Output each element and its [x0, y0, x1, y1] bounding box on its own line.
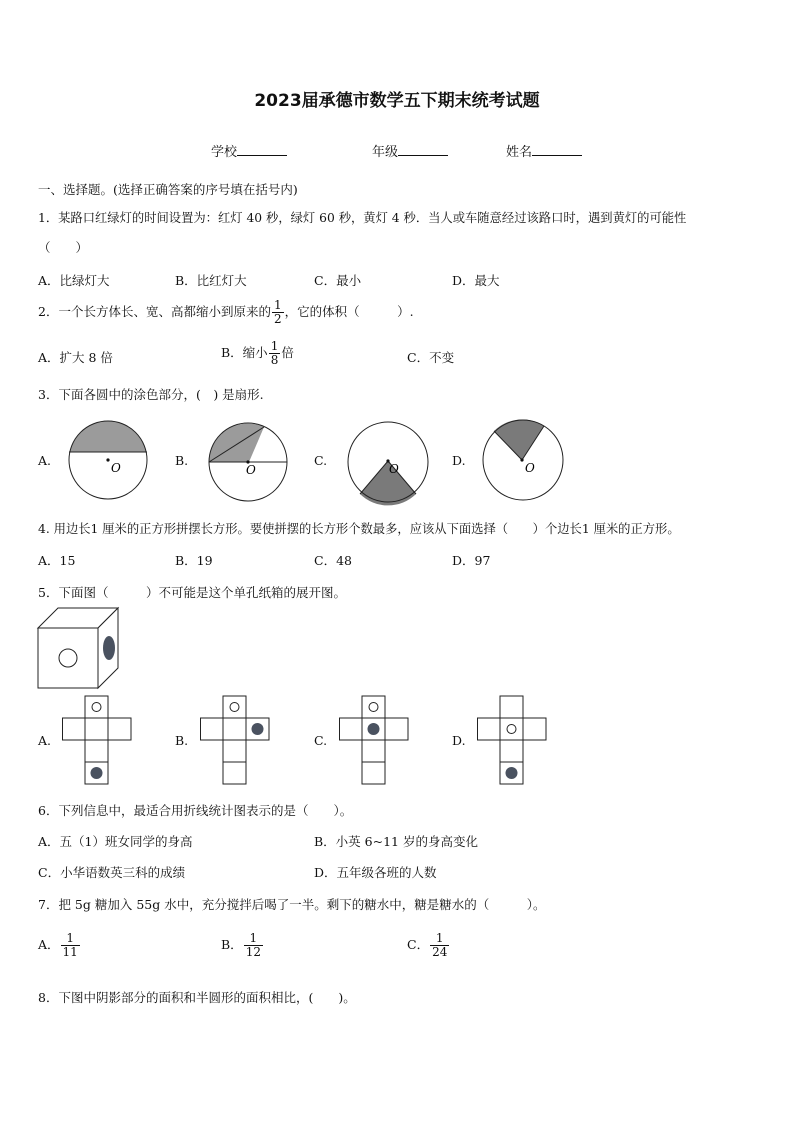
- q6-option-c[interactable]: C．小华语数英三科的成绩: [38, 865, 186, 880]
- q2-option-c[interactable]: C．不变: [407, 350, 455, 365]
- question-2: [38, 299, 414, 326]
- q7-option-b[interactable]: [221, 932, 264, 959]
- question-6: 6．下列信息中，最适合用折线统计图表示的是（ ）。: [38, 803, 353, 818]
- q3-a-center-label: O: [111, 461, 121, 475]
- school-label: 学校: [211, 145, 238, 160]
- q2-option-b[interactable]: [221, 340, 294, 367]
- q2-frac-den: 2: [273, 312, 282, 326]
- q3-label-b[interactable]: B.: [175, 453, 189, 468]
- q5-net-d[interactable]: [477, 695, 549, 788]
- question-8: 8．下图中阴影部分的面积和半圆形的面积相比，( )。: [38, 990, 356, 1005]
- q2-optb-den: 8: [270, 353, 279, 367]
- grade-field[interactable]: [372, 141, 448, 160]
- q4-option-a[interactable]: A．15: [38, 553, 76, 568]
- grade-blank: [398, 143, 448, 156]
- q3-label-d[interactable]: D.: [452, 453, 466, 468]
- name-field[interactable]: [506, 141, 582, 160]
- q7-optb-den: 12: [245, 945, 261, 959]
- q7-option-a[interactable]: [38, 932, 81, 959]
- q2-frac-num: 1: [273, 298, 282, 312]
- q7-optb-fraction: [244, 932, 263, 959]
- q2-text-before: 2．一个长方体长、宽、高都缩小到原来的: [38, 304, 271, 319]
- page-title: 2023届承德市数学五下期末统考试题: [254, 91, 540, 111]
- school-blank: [237, 143, 287, 156]
- q7-optb-num: 1: [249, 931, 258, 945]
- q5-label-b[interactable]: B.: [175, 733, 189, 748]
- q5-net-b[interactable]: [200, 695, 272, 788]
- name-label: 姓名: [506, 145, 533, 160]
- q5-net-c[interactable]: [339, 695, 411, 788]
- q5-label-c[interactable]: C.: [314, 733, 328, 748]
- q4-option-d[interactable]: D．97: [452, 553, 491, 568]
- q5-cube: [37, 606, 121, 690]
- q3-circle-d[interactable]: [483, 419, 567, 501]
- q3-d-center-label: O: [525, 461, 535, 475]
- q4-option-c[interactable]: C．48: [314, 553, 352, 568]
- q3-label-a[interactable]: A.: [38, 453, 52, 468]
- q5-label-a[interactable]: A.: [38, 733, 52, 748]
- q7-opta-den: 11: [62, 945, 78, 959]
- q2-option-a[interactable]: A．扩大 8 倍: [38, 350, 113, 365]
- question-7: 7．把 5g 糖加入 55g 水中，充分搅拌后喝了一半。剩下的糖水中，糖是糖水的（ ）。: [38, 897, 546, 912]
- grade-label: 年级: [372, 145, 399, 160]
- q6-option-a[interactable]: A．五（1）班女同学的身高: [38, 834, 193, 849]
- q2-fraction: [272, 299, 284, 326]
- q7-optc-den: 24: [432, 945, 448, 959]
- q1-option-a[interactable]: A．比绿灯大: [38, 273, 110, 288]
- q2-optb-num: 1: [270, 339, 279, 353]
- name-blank: [532, 143, 582, 156]
- q6-option-d[interactable]: D．五年级各班的人数: [314, 865, 437, 880]
- q7-optc-label: C．: [407, 937, 430, 952]
- q4-option-b[interactable]: B．19: [175, 553, 213, 568]
- section-heading: 一、选择题。(选择正确答案的序号填在括号内): [38, 182, 298, 197]
- q3-circle-b[interactable]: [206, 421, 290, 501]
- q2-text-after: ，它的体积（ ）.: [284, 304, 414, 319]
- q3-circle-a[interactable]: [66, 420, 150, 500]
- q5-net-a[interactable]: [62, 695, 134, 788]
- q1-option-b[interactable]: B．比红灯大: [175, 273, 247, 288]
- q3-b-center-label: O: [246, 463, 256, 477]
- q2-optb-suffix: 倍: [281, 345, 294, 360]
- q2-optb-prefix: B．缩小: [221, 345, 268, 360]
- q7-opta-num: 1: [66, 931, 74, 945]
- question-3: 3．下面各圆中的涂色部分，( ) 是扇形.: [38, 387, 264, 402]
- q7-option-c[interactable]: [407, 932, 450, 959]
- q1-option-d[interactable]: D．最大: [452, 273, 500, 288]
- question-5: 5．下面图（ ）不可能是这个单孔纸箱的展开图。: [38, 585, 346, 600]
- q3-c-center-label: O: [389, 462, 399, 476]
- school-field[interactable]: [211, 141, 287, 160]
- q3-label-c[interactable]: C.: [314, 453, 328, 468]
- q7-optc-num: 1: [435, 931, 444, 945]
- q7-opta-label: A．: [38, 937, 60, 952]
- question-1-line2: （ ）: [38, 240, 89, 255]
- q2-optb-fraction: [269, 340, 281, 367]
- q7-optb-label: B．: [221, 937, 243, 952]
- question-1-line1: 1．某路口红绿灯的时间设置为：红灯 40 秒，绿灯 60 秒，黄灯 4 秒．当人或车随意经过该路口时，遇到黄灯的可能性: [38, 211, 687, 225]
- q1-option-c[interactable]: C．最小: [314, 273, 362, 288]
- q7-optc-fraction: [430, 932, 449, 959]
- q6-option-b[interactable]: B．小英 6~11 岁的身高变化: [314, 834, 478, 849]
- q5-label-d[interactable]: D.: [452, 733, 466, 748]
- q7-opta-fraction: [61, 932, 80, 959]
- question-4: 4. 用边长1 厘米的正方形拼摆长方形。要使拼摆的长方形个数最多，应该从下面选择（ ）个边长1 厘米的正方形。: [38, 522, 680, 536]
- q3-circle-c[interactable]: [347, 421, 431, 503]
